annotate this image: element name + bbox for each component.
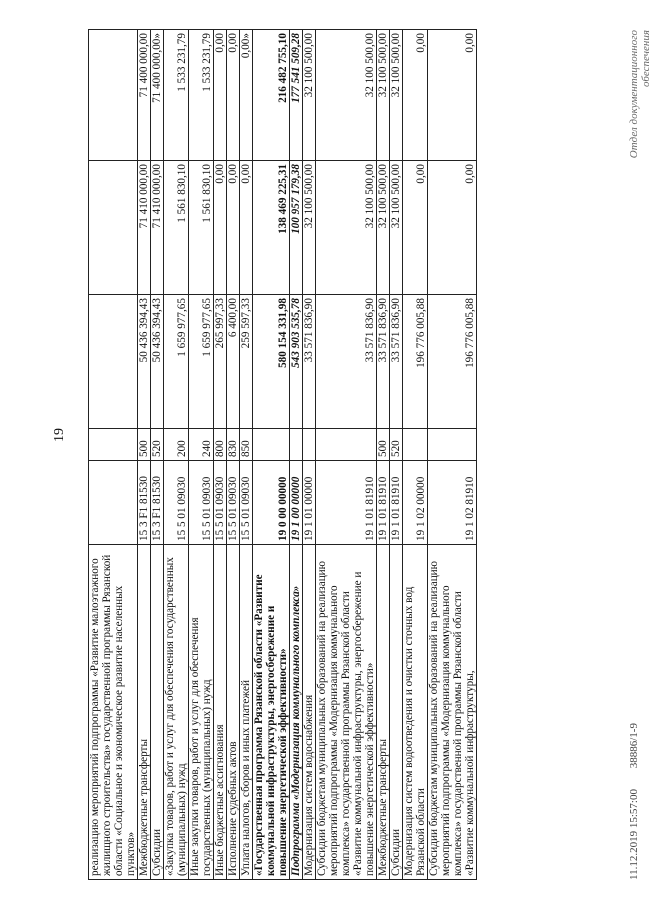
row-name: «Закупка товаров, работ и услуг для обеспечения государственных (муниципальных) нужд xyxy=(164,545,189,880)
row-vr xyxy=(290,429,303,461)
row-vr xyxy=(303,429,316,461)
row-vr: 240 xyxy=(189,429,214,461)
row-amount-2019: 50 436 394,43 xyxy=(151,295,164,429)
row-amount-2021: 0,00 xyxy=(227,30,240,161)
row-name: «Государственная программа Рязанской области «Развитие коммунальной инфраструктуры, энергосбережение и повышение энергетической эффективности» xyxy=(253,545,290,880)
table-row xyxy=(240,30,253,880)
row-code: 15 5 01 09030 xyxy=(240,461,253,545)
row-vr xyxy=(403,429,428,461)
row-code: 19 1 00 00000 xyxy=(290,461,303,545)
row-amount-2021: 1 533 231,79 xyxy=(189,30,214,161)
row-code: 15 5 01 09030 xyxy=(189,461,214,545)
table-row xyxy=(428,30,477,880)
row-name: Уплата налогов, сборов и иных платежей xyxy=(240,545,253,880)
row-amount-2019 xyxy=(89,295,138,429)
row-name: Исполнение судебных актов xyxy=(227,545,240,880)
table-row xyxy=(377,30,390,880)
row-code: 15 5 01 09030 xyxy=(227,461,240,545)
row-amount-2020: 138 469 225,31 xyxy=(253,161,290,295)
row-amount-2019: 33 571 836,90 xyxy=(390,295,403,429)
row-vr: 520 xyxy=(390,429,403,461)
row-name: Субсидии бюджетам муниципальных образований на реализацию мероприятий подпрограммы «Модернизация коммунального комплекса» государственной программы Рязанской области «Развитие коммунальной инфраструктуры, xyxy=(428,545,477,880)
row-code: 19 1 01 00000 xyxy=(303,461,316,545)
row-amount-2020: 32 100 500,00 xyxy=(390,161,403,295)
row-name: Иные бюджетные ассигнования xyxy=(214,545,227,880)
row-name: Субсидии xyxy=(151,545,164,880)
row-name: реализацию мероприятий подпрограммы «Развитие малоэтажного жилищного строительства» государственной программы Рязанской области «Социальное и экономическое развитие населенных пунктов» xyxy=(89,545,138,880)
row-amount-2019: 543 903 535,78 xyxy=(290,295,303,429)
page-number: 19 xyxy=(52,428,67,442)
table-row xyxy=(227,30,240,880)
row-amount-2019: 33 571 836,90 xyxy=(377,295,390,429)
row-name: Модернизация систем водоотведения и очистки сточных вод Рязанской области xyxy=(403,545,428,880)
row-vr: 500 xyxy=(377,429,390,461)
row-amount-2019: 580 154 331,98 xyxy=(253,295,290,429)
row-name: Межбюджетные трансферты xyxy=(138,545,151,880)
row-amount-2020: 1 561 830,10 xyxy=(164,161,189,295)
row-amount-2020: 71 410 000,00 xyxy=(151,161,164,295)
row-name: Модернизация систем водоснабжения xyxy=(303,545,316,880)
row-amount-2020 xyxy=(89,161,138,295)
table-row xyxy=(214,30,227,880)
row-amount-2020: 0,00 xyxy=(240,161,253,295)
row-amount-2020: 32 100 500,00 xyxy=(303,161,316,295)
table-row xyxy=(164,30,189,880)
row-code: 19 1 01 81910 xyxy=(316,461,377,545)
row-code: 19 1 01 81910 xyxy=(390,461,403,545)
row-amount-2019: 33 571 836,90 xyxy=(303,295,316,429)
row-code: 19 0 00 00000 xyxy=(253,461,290,545)
footer-date: 11.12.2019 15:57:00 xyxy=(628,789,640,880)
row-amount-2019: 196 776 005,88 xyxy=(403,295,428,429)
row-amount-2019: 1 659 977,65 xyxy=(189,295,214,429)
row-amount-2021: 32 100 500,00 xyxy=(316,30,377,161)
budget-table xyxy=(88,29,477,880)
row-amount-2021 xyxy=(89,30,138,161)
table-row xyxy=(189,30,214,880)
row-amount-2021: 0,00 xyxy=(403,30,428,161)
row-vr: 500 xyxy=(138,429,151,461)
row-code: 15 3 F1 81530 xyxy=(151,461,164,545)
row-vr xyxy=(89,429,138,461)
row-amount-2021: 177 541 509,28 xyxy=(290,30,303,161)
row-name: Субсидии xyxy=(390,545,403,880)
row-vr xyxy=(428,429,477,461)
row-code: 19 1 01 81910 xyxy=(377,461,390,545)
row-amount-2021: 0,00 xyxy=(428,30,477,161)
row-amount-2021: 216 482 755,10 xyxy=(253,30,290,161)
row-vr: 200 xyxy=(164,429,189,461)
row-amount-2020: 0,00 xyxy=(214,161,227,295)
row-name: Иные закупки товаров, работ и услуг для обеспечения государственных (муниципальных) нужд xyxy=(189,545,214,880)
row-amount-2021: 1 533 231,79 xyxy=(164,30,189,161)
row-amount-2020: 1 561 830,10 xyxy=(189,161,214,295)
row-code: 15 3 F1 81530 xyxy=(138,461,151,545)
row-amount-2021: 71 400 000,00» xyxy=(151,30,164,161)
row-amount-2021: 0,00 xyxy=(214,30,227,161)
row-amount-2020: 32 100 500,00 xyxy=(377,161,390,295)
row-amount-2021: 71 400 000,00 xyxy=(138,30,151,161)
row-code: 15 5 01 09030 xyxy=(164,461,189,545)
table-row xyxy=(151,30,164,880)
row-code: 19 1 02 81910 xyxy=(428,461,477,545)
row-amount-2021: 32 100 500,00 xyxy=(377,30,390,161)
table-row xyxy=(89,30,138,880)
row-vr: 520 xyxy=(151,429,164,461)
row-name: Межбюджетные трансферты xyxy=(377,545,390,880)
row-amount-2020: 0,00 xyxy=(428,161,477,295)
row-vr: 830 xyxy=(227,429,240,461)
footer-doc-id: 38886/1-9 xyxy=(628,723,640,769)
row-amount-2019: 50 436 394,43 xyxy=(138,295,151,429)
table-row xyxy=(253,30,290,880)
row-amount-2019: 259 597,33 xyxy=(240,295,253,429)
footer-dept-line1: Отдел документационного xyxy=(628,30,640,159)
table-row xyxy=(403,30,428,880)
row-code xyxy=(89,461,138,545)
table-row xyxy=(316,30,377,880)
row-vr: 800 xyxy=(214,429,227,461)
table-row xyxy=(290,30,303,880)
row-amount-2019: 1 659 977,65 xyxy=(164,295,189,429)
row-name: Субсидии бюджетам муниципальных образований на реализацию мероприятий подпрограммы «Модернизация коммунального комплекса» государственной программы Рязанской области «Развитие коммунальной инфраструктуры, энергосбережение и повышение энергетической эффективности» xyxy=(316,545,377,880)
row-vr xyxy=(253,429,290,461)
rotated-page xyxy=(88,30,652,880)
row-amount-2019: 33 571 836,90 xyxy=(316,295,377,429)
row-code: 19 1 02 00000 xyxy=(403,461,428,545)
row-amount-2019: 6 400,00 xyxy=(227,295,240,429)
row-amount-2019: 196 776 005,88 xyxy=(428,295,477,429)
row-amount-2021: 32 100 500,00 xyxy=(303,30,316,161)
table-row xyxy=(138,30,151,880)
row-vr: 850 xyxy=(240,429,253,461)
footer xyxy=(628,30,652,880)
table-row xyxy=(303,30,316,880)
row-amount-2021: 32 100 500,00 xyxy=(390,30,403,161)
row-amount-2020: 100 957 179,38 xyxy=(290,161,303,295)
row-amount-2020: 71 410 000,00 xyxy=(138,161,151,295)
row-amount-2020: 32 100 500,00 xyxy=(316,161,377,295)
row-name: Подпрограмма «Модернизация коммунального комплекса» xyxy=(290,545,303,880)
row-vr xyxy=(316,429,377,461)
row-amount-2020: 0,00 xyxy=(227,161,240,295)
row-amount-2019: 265 997,33 xyxy=(214,295,227,429)
row-amount-2020: 0,00 xyxy=(403,161,428,295)
row-code: 15 5 01 09030 xyxy=(214,461,227,545)
table-row xyxy=(390,30,403,880)
footer-dept-line2: обеспечения xyxy=(640,30,652,87)
row-amount-2021: 0,00» xyxy=(240,30,253,161)
footer-department xyxy=(628,30,652,158)
